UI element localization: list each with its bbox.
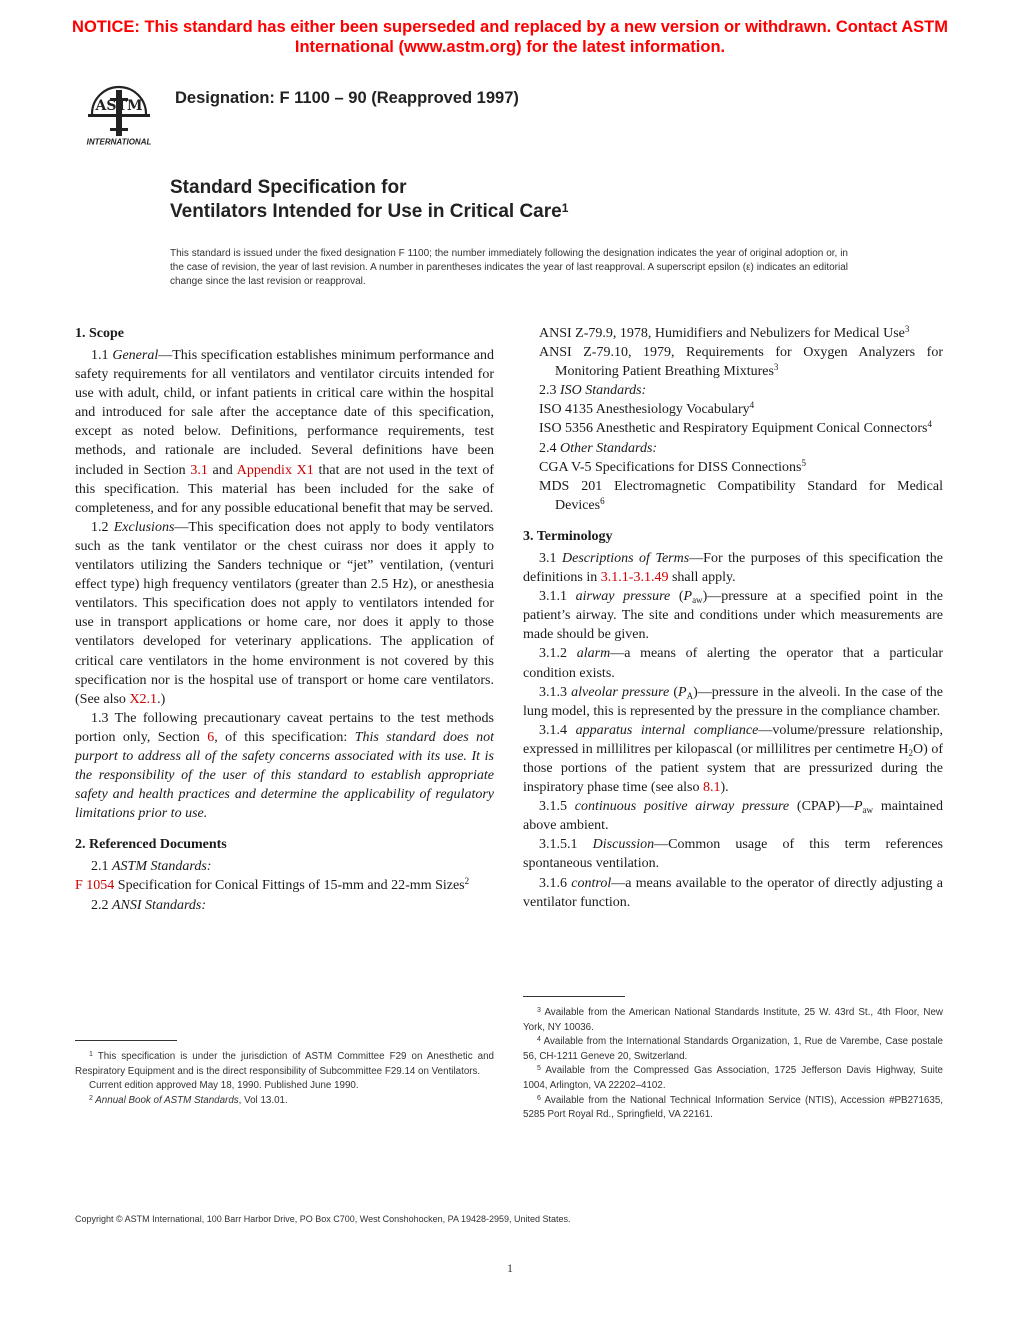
term-3-1-5-1: 3.1.5.1 Discussion—Common usage of this term references spontaneous ventilation. xyxy=(523,837,944,872)
logo-subtext: INTERNATIONAL xyxy=(86,137,152,147)
term-3-1-6: 3.1.6 control—a means available to the operator of directly adjusting a ventilator function. xyxy=(523,875,943,910)
link-f1054[interactable]: F 1054 xyxy=(75,878,115,894)
ref-ansi-z79-10: ANSI Z-79.10, 1979, Requirements for Oxygen Analyzers for Monitoring Patient Breathing Mixtures$^3$ xyxy=(539,345,943,380)
footnote-1: $^1$ This specification is under the jurisdiction of ASTM Committee F29 on Anesthetic and Respiratory Equipment and is the direct responsibility of Subcommittee F29.14 on Ventilators. xyxy=(75,1051,494,1077)
term-3-1-5: 3.1.5 continuous positive airway pressure $(CPAP)—P_{aw}$ maintained above ambient. xyxy=(523,799,944,834)
notice-line-1: NOTICE: This standard has either been superseded and replaced by a new version or withdrawn. Contact ASTM xyxy=(72,18,948,36)
logo-text: ASTM xyxy=(95,98,143,114)
designation: Designation: F 1100 – 90 (Reapproved 1997) xyxy=(175,89,519,107)
footnotes-right xyxy=(523,1006,943,1123)
link-x2-1[interactable]: X2.1 xyxy=(129,691,158,707)
title-footnote-ref: 1 xyxy=(561,201,569,215)
ref-mds-201: MDS 201 Electromagnetic Compatibility Standard for Medical Devices$^6$ xyxy=(539,478,943,513)
footnote-1-current-edition: Current edition approved May 18, 1990. Published June 1990. xyxy=(89,1080,359,1092)
footnotes-left xyxy=(75,1050,494,1108)
astm-logo xyxy=(76,76,162,148)
ref-iso-4135: ISO 4135 Anesthesiology Vocabulary$^4$ xyxy=(539,400,755,418)
scope-1-3: 1.3 The following precautionary caveat pertains to the test methods portion only, Section 6, of this specification: This standard does not purport to address all of the safety concerns associated with its use. It is the responsibility of the user of this standard to establish appropriate safety and health practices and determine the applicability of regulatory limitations prior to use. xyxy=(75,710,494,822)
notice-line-2: International (www.astm.org) for the latest information. xyxy=(294,38,726,56)
footnote-rule-right xyxy=(523,996,625,997)
page-number: 1 xyxy=(507,1261,513,1275)
footnote-2: $^2$ Annual Book of ASTM Standards, Vol 13.01. xyxy=(89,1094,288,1106)
term-3-1-4: 3.1.4 apparatus internal compliance—volume/pressure relationship, expressed in millilitres per kilopascal (or millilitres per centimetre $H_2O$) of those portions of the patient system that are pressurized during the inspiratory phase time (see also 8.1). xyxy=(523,722,943,796)
footnote-rule-left xyxy=(75,1040,177,1041)
document-title xyxy=(170,176,568,224)
refdocs-other-label: 2.4 Other Standards: xyxy=(539,440,658,456)
refdocs-astm-label: 2.1 ASTM Standards: xyxy=(91,859,212,875)
title-line-2: Ventilators Intended for Use in Critical Care$^1$ xyxy=(170,201,569,222)
footnote-5: $^5$ Available from the Compressed Gas Association, 1725 Jefferson Davis Highway, Suite 1004, Arlington, VA 22202–4102. xyxy=(523,1065,943,1091)
scope-1-2: 1.2 Exclusions—This specification does not apply to body ventilators such as the tank ventilator or the chest cuirass nor does it apply to ventilators utilizing the Sanders technique or “jet” ventilation, (venturi effect type) high frequency ventilators (greater than 2.5 Hz), or anesthesia ventilators. This specification does not apply to ventilators intended for use in transport applications or home care, nor does it apply to those ventilators developed for veterinary applications. The application of critical care ventilators in the home environment is not covered by this specification nor is the hospital use of transport or home care ventilators. (See also X2.1.) xyxy=(75,519,495,707)
footnote-4: $^4$ Available from the International Standards Organization, 1, Rue de Varembe, Case postale 56, CH-1211 Geneve 20, Switzerland. xyxy=(523,1036,943,1062)
link-section-6[interactable]: 6 xyxy=(207,729,215,745)
refdocs-iso-label: 2.3 ISO Standards: xyxy=(539,383,647,399)
section-refdocs-heading: 2. Referenced Documents xyxy=(75,837,227,853)
term-3-1-3: 3.1.3 alveolar pressure $(P_A)—pressure$ in the alveoli. In the case of the lung model, this is represented by the pressure in the compliance chamber. xyxy=(523,684,943,719)
section-terminology-heading: 3. Terminology xyxy=(523,528,613,544)
footnote-6: $^6$ Available from the National Technical Information Service (NTIS), Accession #PB271635, 5285 Port Royal Rd., Springfield, VA 22161. xyxy=(523,1094,943,1121)
link-section-3-1[interactable]: 3.1 xyxy=(190,462,208,478)
title-line-1: Standard Specification for xyxy=(170,177,407,198)
link-appendix-x1[interactable]: Appendix X1 xyxy=(236,462,314,478)
left-column xyxy=(75,324,494,915)
term-3-1-1: 3.1.1 airway pressure $(P_{aw})—pressure$ at a specified point in the patient’s airway. The site and conditions under which measurements are made should be given. xyxy=(523,589,943,643)
term-3-1-2: 3.1.2 alarm—a means of alerting the operator that a particular condition exists. xyxy=(523,646,943,681)
ref-ansi-z79-9: ANSI Z-79.9, 1978, Humidifiers and Nebulizers for Medical Use$^3$ xyxy=(539,324,910,341)
copyright-line: Copyright © ASTM International, 100 Barr Harbor Drive, PO Box C700, West Conshohocken, PA 19428-2959, United States. xyxy=(75,1214,571,1224)
issuance-note: This standard is issued under the fixed designation F 1100; the number immediately following the designation indicates the year of original adoption or, in the case of revision, the year of last revision. A number in parentheses indicates the year of last reapproval. A superscript epsilon (ε) indicates an editorial change since the last revision or reapproval. xyxy=(170,248,848,288)
ref-f1054: F 1054 Specification for Conical Fittings of 15-mm and 22-mm Sizes$^2$ xyxy=(75,876,470,894)
ref-iso-5356: ISO 5356 Anesthetic and Respiratory Equipment Conical Connectors$^4$ xyxy=(539,419,932,437)
section-scope-heading: 1. Scope xyxy=(75,326,124,341)
footnote-3: $^3$ Available from the American National Standards Institute, 25 W. 43rd St., 4th Floor, New York, NY 10036. xyxy=(523,1007,943,1033)
scope-1-1: 1.1 General—This specification establishes minimum performance and safety requirements for all ventilators and ventilator circuits intended for use with adult, child, or infant patients in critical care within the hospital and introduced for sale after the acceptance date of this specification, except as noted below. Definitions, performance requirements, test methods, and rationale are included. Several definitions have been included in Section 3.1 and Appendix X1 that are not used in the text of this specification. This material has been included for the sake of completeness, and for any possible educational benefit that may be served. xyxy=(75,348,494,516)
ref-cga-v5: CGA V-5 Specifications for DISS Connections$^5$ xyxy=(539,457,806,475)
withdrawal-notice xyxy=(0,17,1020,57)
refdocs-ansi-label: 2.2 ANSI Standards: xyxy=(91,897,206,913)
term-3-1: 3.1 Descriptions of Terms—For the purposes of this specification the definitions in 3.1.1-3.1.49 shall apply. xyxy=(523,550,944,586)
link-8-1[interactable]: 8.1 xyxy=(703,780,721,796)
right-column xyxy=(523,324,943,912)
link-3-1-1-3-1-49[interactable]: 3.1.1-3.1.49 xyxy=(600,570,669,586)
